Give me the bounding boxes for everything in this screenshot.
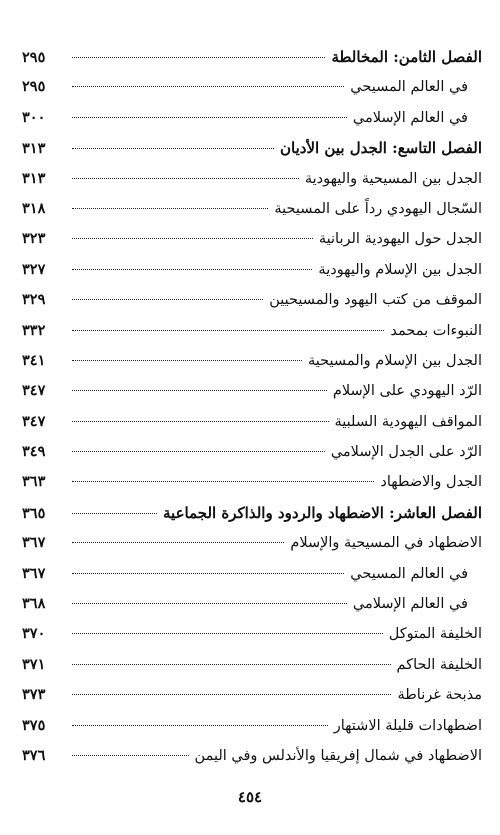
toc-entry-title: الاضطهاد في شمال إفريقيا والأندلس وفي اليمن	[194, 747, 482, 764]
toc-page-number: ٣٤١	[22, 351, 46, 369]
toc-entry-row	[22, 224, 482, 254]
toc-entry-title: الفصل الثامن: المخالطة	[331, 48, 482, 66]
toc-page-number: ٣٧٠	[22, 625, 46, 643]
toc-entry-row	[22, 741, 482, 771]
toc-page-number: ٣١٣	[22, 169, 46, 187]
dot-leader	[72, 755, 189, 756]
dot-leader	[72, 148, 274, 149]
dot-leader	[72, 694, 391, 695]
toc-page-number: ٣٠٠	[22, 108, 46, 126]
toc-chapter-row	[22, 133, 482, 163]
toc-page-number: ٣٤٧	[22, 382, 46, 400]
toc-page-number: ٣٦٣	[22, 473, 46, 491]
toc-entry-row	[22, 437, 482, 467]
dot-leader	[72, 57, 325, 58]
toc-entry-title: في العالم المسيحي	[350, 565, 468, 582]
toc-entry-title: المواقف اليهودية السلبية	[334, 413, 482, 430]
toc-page-number: ٣٤٩	[22, 443, 46, 461]
dot-leader	[72, 238, 313, 239]
toc-page-number: ٣٦٧	[22, 534, 46, 552]
toc-entry-row	[22, 194, 482, 224]
toc-entry-title: النبوءات بمحمد	[390, 322, 482, 339]
dot-leader	[72, 603, 347, 604]
dot-leader	[72, 208, 268, 209]
toc-entry-row	[22, 711, 482, 741]
toc-page-number: ٢٩٥	[22, 78, 46, 96]
toc-entry-row	[22, 528, 482, 558]
toc-entry-row	[22, 680, 482, 710]
toc-page-number: ٣٢٧	[22, 260, 46, 278]
dot-leader	[72, 360, 302, 361]
toc-entry-title: في العالم الإسلامي	[352, 109, 468, 126]
dot-leader	[72, 542, 284, 543]
toc-page-number: ٢٩٥	[22, 49, 46, 66]
toc-page-number: ٣٢٣	[22, 230, 46, 248]
dot-leader	[72, 421, 329, 422]
toc-entry-title: الموقف من كتب اليهود والمسيحيين	[269, 292, 482, 309]
toc-entry-title: مذبحة غرناطة	[397, 687, 482, 704]
toc-entry-row	[22, 164, 482, 194]
toc-entry-row	[22, 103, 482, 133]
toc-entry-title: الجدل حول اليهودية الربانية	[318, 231, 482, 248]
toc-entry-title: الخليفة الحاكم	[396, 656, 482, 673]
toc-entry-title: الاضطهاد في المسيحية والإسلام	[290, 535, 482, 552]
dot-leader	[72, 664, 391, 665]
toc-entry-title: الرّد على الجدل الإسلامي	[330, 444, 482, 461]
toc-page-number: ٣٧١	[22, 655, 46, 673]
toc-entry-title: الجدل بين الإسلام واليهودية	[318, 261, 482, 278]
toc-page-number: ٣١٨	[22, 199, 46, 217]
toc-entry-row	[22, 650, 482, 680]
toc-entry-title: الفصل العاشر: الاضطهاد والردود والذاكرة الجماعية	[163, 503, 482, 522]
toc-page-number: ٣٧٦	[22, 746, 46, 764]
dot-leader	[72, 390, 327, 391]
toc-entry-row	[22, 559, 482, 589]
toc-entry-row	[22, 467, 482, 497]
dot-leader	[72, 481, 374, 482]
dot-leader	[72, 330, 384, 331]
dot-leader	[72, 573, 344, 574]
toc-entry-row	[22, 72, 482, 102]
toc-entry-row	[22, 316, 482, 346]
dot-leader	[72, 513, 157, 514]
page-number: ٤٥٤	[237, 788, 263, 806]
table-of-contents	[22, 42, 482, 771]
dot-leader	[72, 269, 312, 270]
toc-entry-title: الفصل التاسع: الجدل بين الأديان	[280, 139, 482, 158]
toc-entry-title: في العالم المسيحي	[350, 79, 468, 96]
toc-entry-title: الرّد اليهودي على الإسلام	[332, 383, 482, 400]
toc-entry-title: في العالم الإسلامي	[352, 596, 468, 613]
toc-entry-row	[22, 407, 482, 437]
toc-page-number: ٣٦٧	[22, 564, 46, 582]
dot-leader	[72, 178, 299, 179]
toc-entry-row	[22, 285, 482, 315]
toc-entry-title: الخليفة المتوكل	[388, 626, 482, 643]
dot-leader	[72, 299, 263, 300]
dot-leader	[72, 451, 325, 452]
toc-entry-row	[22, 346, 482, 376]
toc-chapter-row	[22, 42, 482, 72]
toc-entry-title: اضطهادات قليلة الاشتهار	[333, 717, 482, 734]
toc-page-number: ٣٢٩	[22, 291, 46, 309]
toc-page-number: ٣٧٣	[22, 686, 46, 704]
toc-entry-title: الجدل بين الإسلام والمسيحية	[308, 352, 482, 369]
toc-page-number: ٣٦٨	[22, 595, 46, 613]
toc-entry-title: الجدل بين المسيحية واليهودية	[304, 170, 482, 187]
dot-leader	[72, 725, 328, 726]
toc-entry-title: الجدل والاضطهاد	[380, 474, 482, 491]
toc-page-number: ٣٤٧	[22, 412, 46, 430]
toc-entry-row	[22, 619, 482, 649]
toc-page-number: ٣٣٢	[22, 321, 46, 339]
dot-leader	[72, 86, 344, 87]
toc-entry-title: السّجال اليهودي رداً على المسيحية	[274, 200, 482, 217]
toc-page-number: ٣٧٥	[22, 716, 46, 734]
toc-entry-row	[22, 376, 482, 406]
toc-page-number: ٣١٣	[22, 140, 46, 158]
dot-leader	[72, 633, 383, 634]
toc-entry-row	[22, 589, 482, 619]
toc-entry-row	[22, 255, 482, 285]
toc-chapter-row	[22, 498, 482, 528]
toc-page-number: ٣٦٥	[22, 504, 46, 522]
dot-leader	[72, 117, 347, 118]
